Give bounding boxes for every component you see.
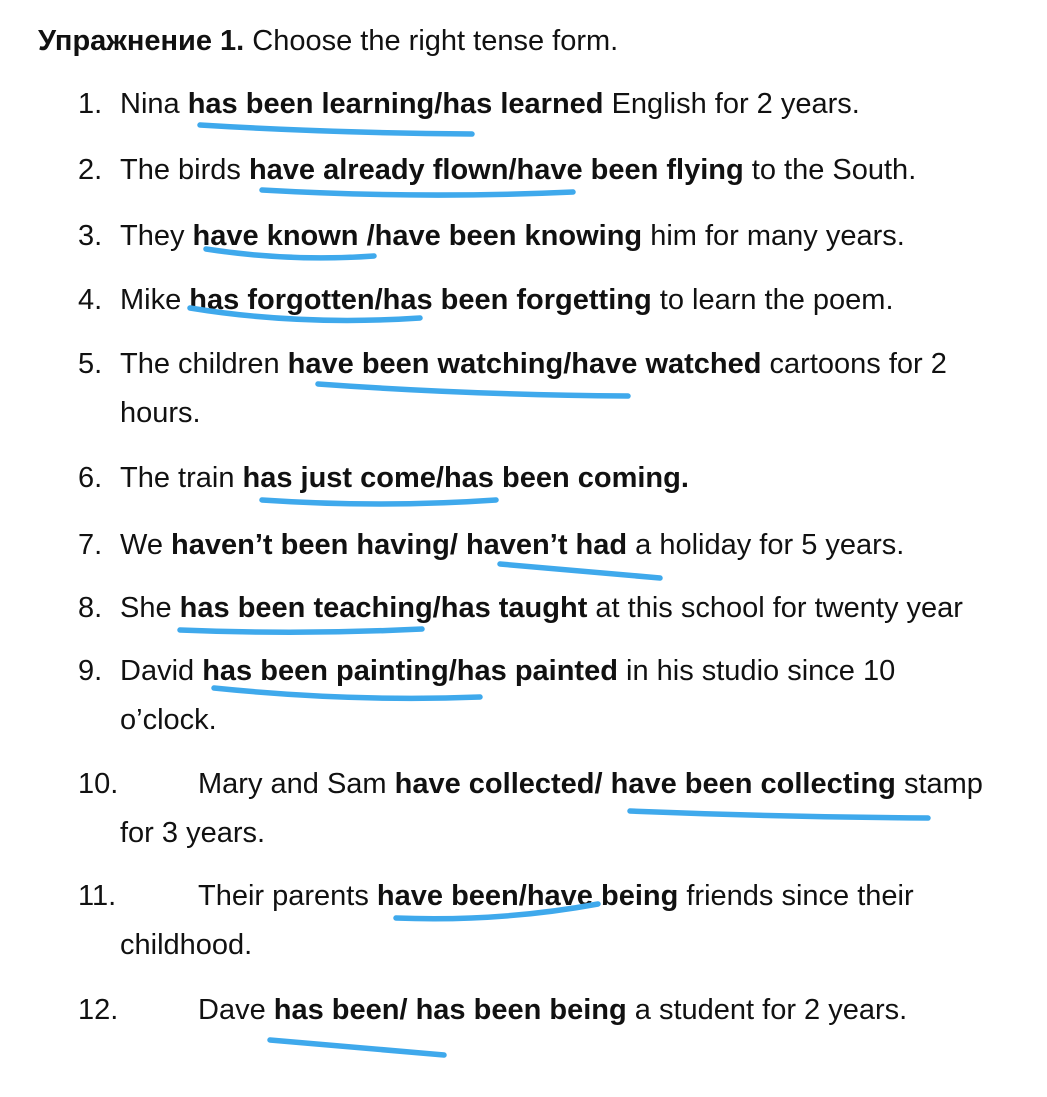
item-text (120, 459, 689, 497)
item-suffix: to learn the poem. (651, 284, 894, 316)
item-suffix: to the South. (743, 154, 917, 186)
underline-item-5 (318, 384, 628, 396)
item-number: 5. (78, 348, 103, 380)
underline-item-12 (270, 1040, 444, 1055)
item-text (120, 652, 895, 690)
answer-options: haven’t been having/ haven’t had (171, 529, 628, 561)
item-text (198, 877, 914, 915)
answer-options: have already flown/have been flying (248, 154, 744, 186)
item-suffix: in his studio since 10 (617, 655, 896, 687)
item-number: 3. (78, 220, 103, 252)
item-prefix: They (120, 220, 193, 252)
item-number: 9. (78, 655, 103, 687)
item-text (198, 765, 983, 803)
underline-item-6 (262, 500, 496, 504)
answer-options: has just come/has been coming. (242, 462, 689, 494)
exercise-instruction: Choose the right tense form. (244, 25, 619, 57)
underline-item-10 (630, 811, 928, 818)
item-text (120, 151, 916, 189)
item-suffix: him for many years. (642, 220, 905, 252)
item-suffix: English for 2 years. (603, 88, 860, 120)
item-number: 6. (78, 462, 103, 494)
item-suffix: friends since their (678, 880, 914, 912)
item-text (198, 991, 907, 1029)
item-number: 2. (78, 154, 103, 186)
item-text (120, 217, 905, 255)
item-continuation: hours. (120, 397, 201, 429)
item-prefix: The birds (120, 154, 249, 186)
item-prefix: Nina (120, 88, 188, 120)
item-continuation: for 3 years. (120, 817, 266, 849)
item-number: 4. (78, 284, 103, 316)
exercise-heading-label: Упражнение 1. (38, 25, 245, 57)
item-continuation: o’clock. (120, 704, 217, 736)
underline-item-1 (200, 125, 472, 134)
item-prefix: David (120, 655, 203, 687)
item-prefix: Dave (198, 994, 274, 1026)
item-suffix: cartoons for 2 (761, 348, 947, 380)
item-suffix: a holiday for 5 years. (627, 529, 905, 561)
underline-item-7 (500, 564, 660, 578)
answer-options: has been/ has been being (273, 994, 627, 1026)
item-suffix: at this school for twenty year (587, 592, 963, 624)
underline-item-8 (180, 629, 422, 632)
underline-item-2 (262, 190, 573, 195)
item-prefix: Mary and Sam (198, 768, 395, 800)
item-prefix: Their parents (198, 880, 377, 912)
answer-options: has forgotten/has been forgetting (189, 284, 652, 316)
item-number: 1. (78, 88, 103, 120)
item-prefix: Mike (120, 284, 190, 316)
item-continuation: childhood. (120, 929, 253, 961)
item-prefix: The train (120, 462, 243, 494)
answer-options: have been watching/have watched (287, 348, 762, 380)
item-number: 10. (78, 768, 119, 800)
item-suffix: stamp (895, 768, 983, 800)
item-text (120, 589, 963, 627)
item-suffix: a student for 2 years. (626, 994, 908, 1026)
answer-options: has been painting/has painted (202, 655, 618, 687)
item-number: 7. (78, 529, 103, 561)
item-text (120, 85, 860, 123)
item-number: 8. (78, 592, 103, 624)
item-prefix: She (120, 592, 180, 624)
item-number: 11. (78, 880, 117, 912)
item-text (120, 345, 947, 383)
item-text (120, 526, 904, 564)
item-text (120, 281, 894, 319)
item-prefix: The children (120, 348, 288, 380)
item-prefix: We (120, 529, 172, 561)
answer-options: have been/have being (376, 880, 679, 912)
answer-options: has been learning/has learned (187, 88, 604, 120)
item-number: 12. (78, 994, 119, 1026)
answer-options: have known /have been knowing (192, 220, 643, 252)
exercise-heading (38, 22, 618, 60)
answer-options: has been teaching/has taught (179, 592, 588, 624)
answer-options: have collected/ have been collecting (394, 768, 896, 800)
